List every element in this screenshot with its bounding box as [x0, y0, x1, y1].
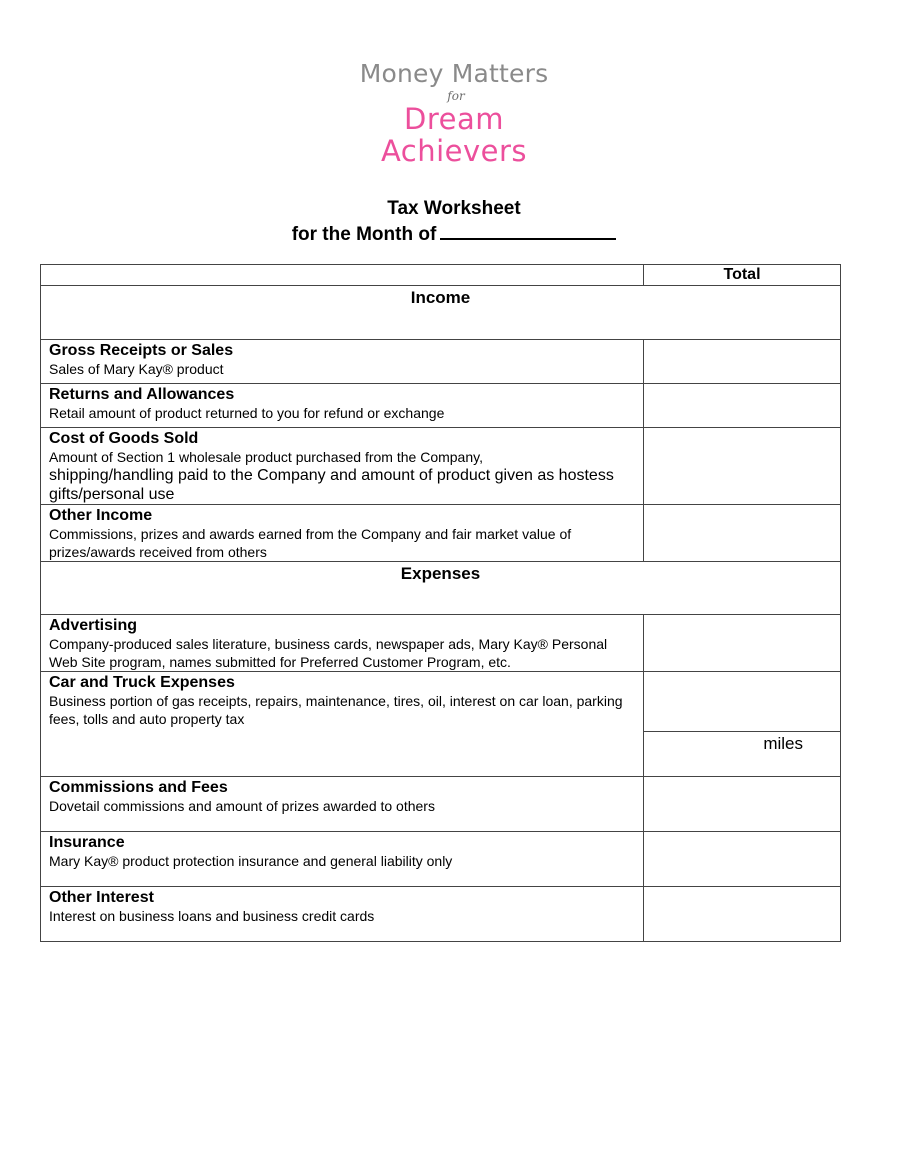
item-desc: Dovetail commissions and amount of prizes awarded to others [49, 798, 435, 814]
item-label: Other Income [49, 507, 153, 524]
title-line-2 [0, 221, 908, 247]
item-desc: Sales of Mary Kay® product [49, 361, 224, 377]
table-row-other-interest [41, 887, 841, 942]
item-cell [41, 505, 644, 562]
total-input-gross-receipts[interactable] [644, 340, 841, 384]
total-column-header: Total [644, 265, 841, 286]
item-label: Insurance [49, 834, 125, 851]
item-cell [41, 887, 644, 942]
logo [0, 58, 908, 167]
item-cell [41, 777, 644, 832]
item-desc: Commissions, prizes and awards earned from the Company and fair market value of prizes/awards received from others [49, 526, 572, 560]
page-title [0, 197, 908, 247]
item-label: Returns and Allowances [49, 386, 235, 403]
table-row-gross-receipts [41, 340, 841, 384]
item-label: Gross Receipts or Sales [49, 342, 234, 359]
item-desc-continued: shipping/handling paid to the Company and amount of product given as hostess gifts/personal use [49, 467, 614, 503]
item-label: Commissions and Fees [49, 779, 228, 796]
total-input-other-interest[interactable] [644, 887, 841, 942]
item-label: Advertising [49, 617, 138, 634]
item-desc: Company-produced sales literature, business cards, newspaper ads, Mary Kay® Personal Web Site program, names submitted for Preferred Customer Program, etc. [49, 636, 608, 670]
item-label: Cost of Goods Sold [49, 430, 199, 447]
total-input-commissions[interactable] [644, 777, 841, 832]
item-cell [41, 615, 644, 672]
logo-line-achievers: Achievers [380, 134, 528, 168]
expenses-heading: Expenses [41, 562, 841, 615]
item-cell [41, 672, 644, 777]
logo-line-for: for [447, 89, 465, 103]
item-desc: Mary Kay® product protection insurance and general liability only [49, 853, 453, 869]
item-desc: Business portion of gas receipts, repairs, maintenance, tires, oil, interest on car loan, parking fees, tolls and auto property tax [49, 693, 623, 727]
total-input-returns[interactable] [644, 384, 841, 428]
month-blank-field[interactable] [440, 221, 616, 240]
miles-label: miles [763, 733, 803, 753]
item-desc: Amount of Section 1 wholesale product purchased from the Company, [49, 449, 483, 465]
header-row [41, 265, 841, 286]
table-row-car-truck [41, 672, 841, 732]
item-label: Car and Truck Expenses [49, 674, 235, 691]
total-input-car-truck[interactable] [644, 672, 841, 732]
miles-input[interactable] [644, 731, 841, 776]
item-cell [41, 340, 644, 384]
total-input-cost-of-goods[interactable] [644, 428, 841, 505]
header-desc-cell [41, 265, 644, 286]
title-month-label: for the Month of [291, 224, 437, 245]
total-input-other-income[interactable] [644, 505, 841, 562]
item-cell [41, 428, 644, 505]
logo-line-money-matters: Money Matters [359, 59, 549, 88]
title-line-1: Tax Worksheet [387, 198, 521, 219]
table-row-insurance [41, 832, 841, 887]
expenses-heading-row [41, 562, 841, 615]
logo-line-dream: Dream [404, 102, 504, 136]
table-row-cost-of-goods [41, 428, 841, 505]
tax-worksheet-table [40, 264, 841, 942]
item-cell [41, 384, 644, 428]
income-heading: Income [41, 286, 841, 340]
total-input-advertising[interactable] [644, 615, 841, 672]
item-label: Other Interest [49, 889, 154, 906]
table-row-advertising [41, 615, 841, 672]
income-heading-row [41, 286, 841, 340]
table-row-other-income [41, 505, 841, 562]
total-input-insurance[interactable] [644, 832, 841, 887]
table-row-commissions [41, 777, 841, 832]
item-cell [41, 832, 644, 887]
item-desc: Interest on business loans and business credit cards [49, 908, 375, 924]
item-desc: Retail amount of product returned to you for refund or exchange [49, 405, 445, 421]
table-row-returns [41, 384, 841, 428]
